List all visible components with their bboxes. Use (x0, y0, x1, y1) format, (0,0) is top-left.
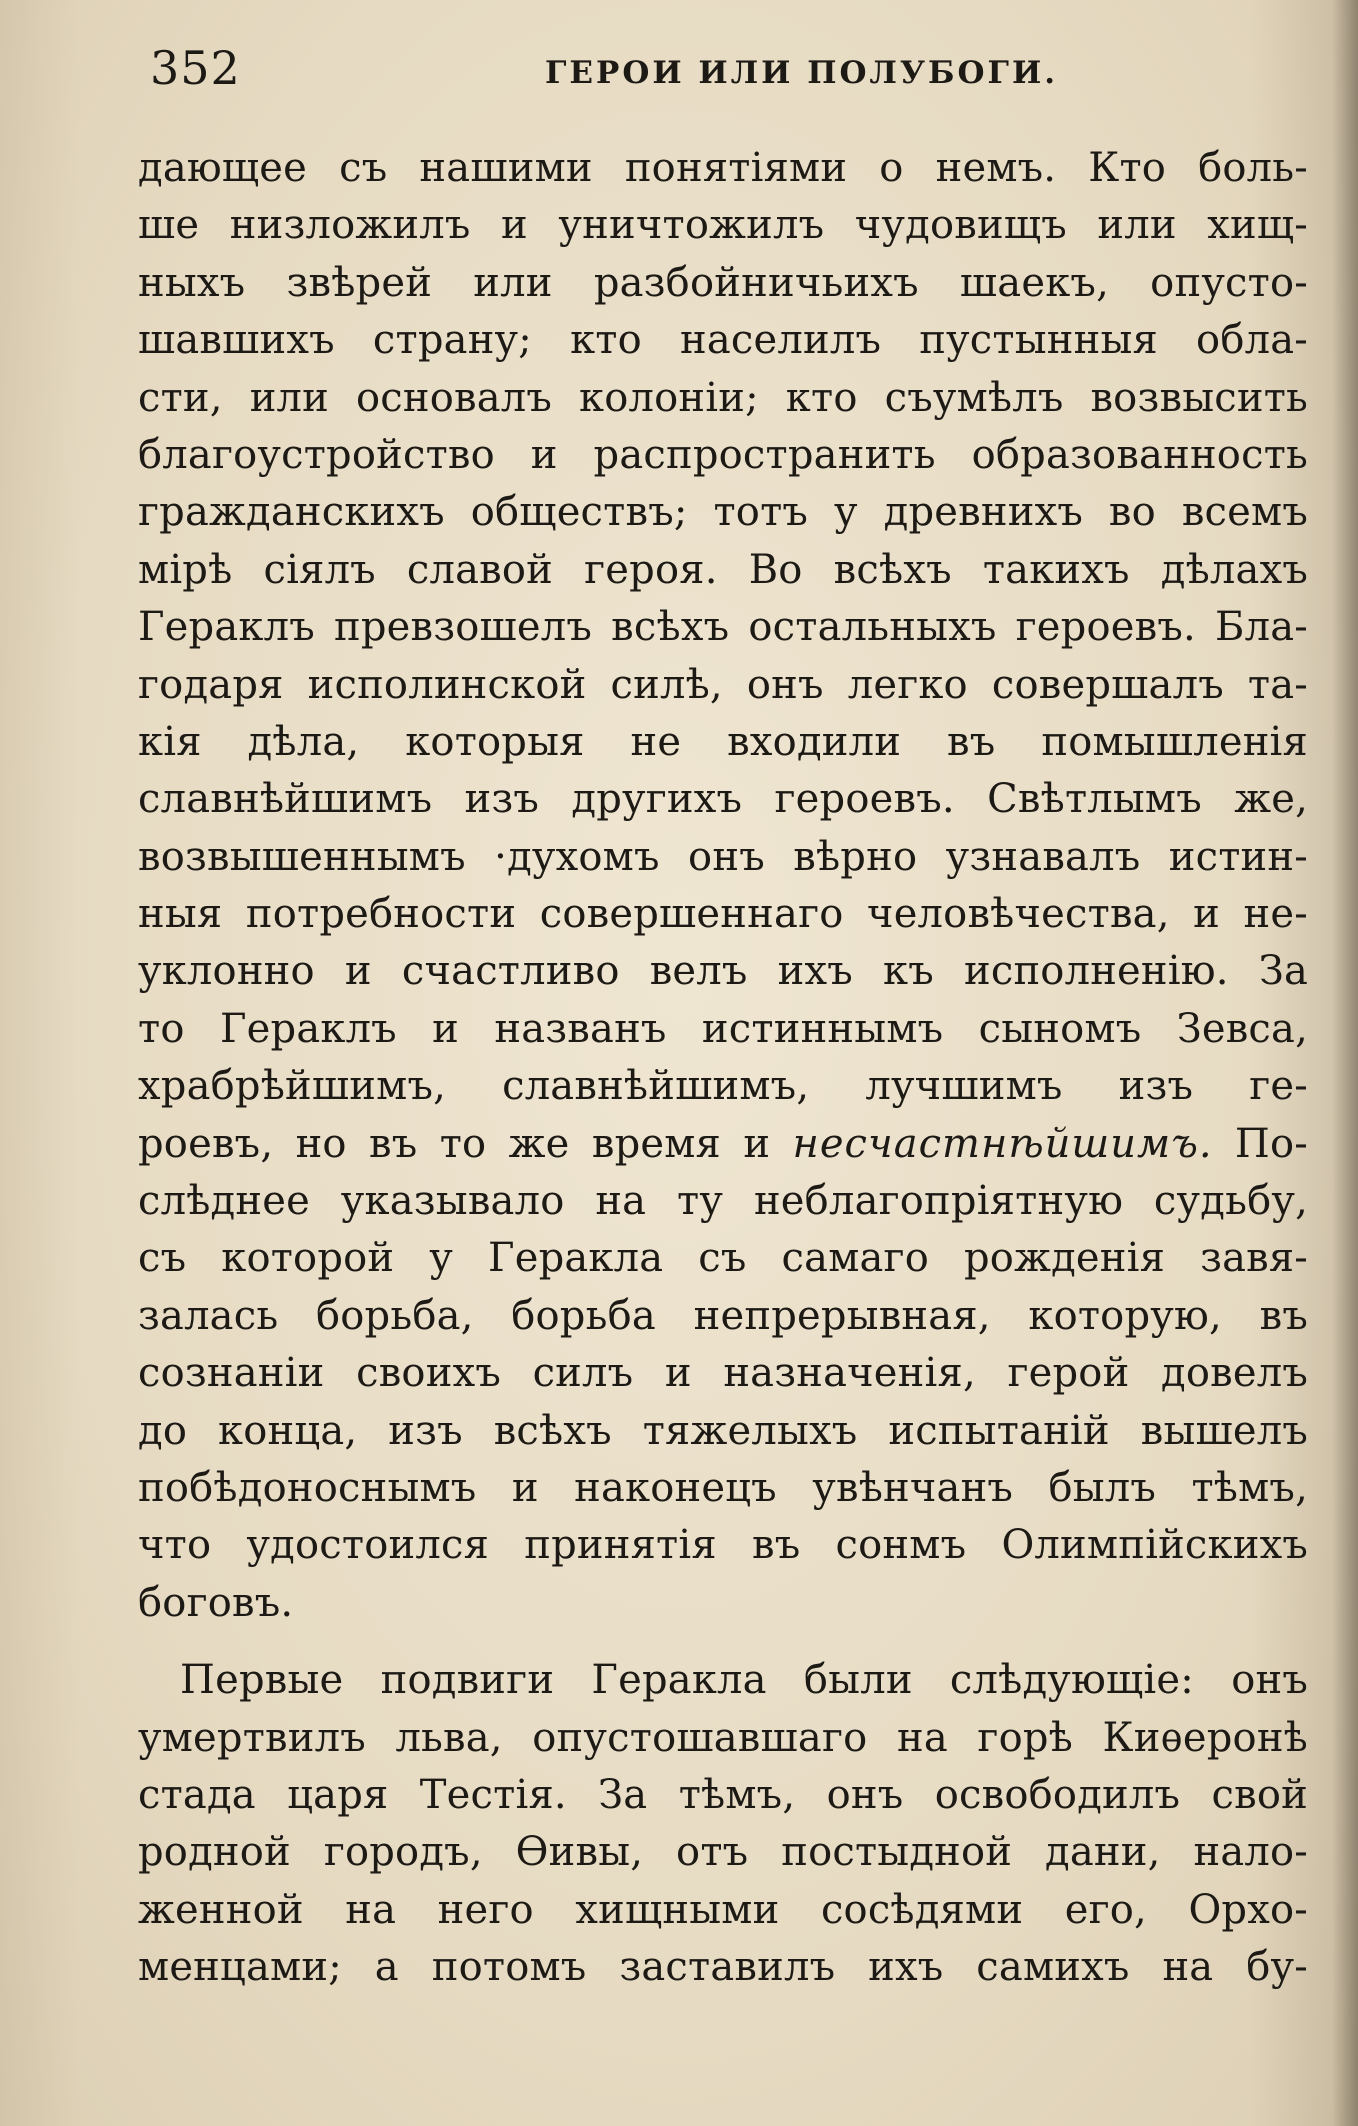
text-line: храбрѣйшимъ, славнѣйшимъ, лучшимъ изъ ге- (138, 1063, 1308, 1110)
text-line: кія дѣла, которыя не входили въ помышленія (138, 718, 1308, 765)
text-line: умертвилъ льва, опустошавшаго на горѣ Киѳеронѣ (138, 1714, 1308, 1761)
text-line: родной городъ, Ѳивы, отъ постыдной дани, нало- (138, 1829, 1308, 1876)
text-line: Гераклъ превзошелъ всѣхъ остальныхъ героевъ. Бла- (138, 604, 1308, 651)
running-head (150, 38, 1310, 98)
text-line: менцами; а потомъ заставилъ ихъ самихъ на бу- (138, 1944, 1308, 1991)
text-line: что удостоился принятія въ сонмъ Олимпійскихъ (138, 1522, 1308, 1569)
text-line: гражданскихъ обществъ; тотъ у древнихъ во всемъ (138, 489, 1308, 536)
text-line: боговъ. (138, 1579, 294, 1626)
text-segment: По- (1212, 1120, 1308, 1167)
emphasized-word: несчастнѣйшимъ. (792, 1120, 1213, 1167)
text-line: до конца, изъ всѣхъ тяжелыхъ испытаній вышелъ (138, 1407, 1308, 1454)
text-line: ныя потребности совершеннаго человѣчества, и не- (138, 891, 1308, 938)
text-line: залась борьба, борьба непрерывная, которую, въ (138, 1292, 1308, 1339)
text-line: годаря исполинской силѣ, онъ легко совершалъ та- (138, 661, 1308, 708)
text-line: ше низложилъ и уничтожилъ чудовищъ или хищ- (138, 202, 1308, 249)
paragraph-gap (138, 1632, 1308, 1652)
text-line: ныхъ звѣрей или разбойничьихъ шаекъ, опусто- (138, 259, 1308, 306)
text-line: сти, или основалъ колоніи; кто съумѣлъ возвысить (138, 374, 1308, 421)
text-line: возвышеннымъ ·духомъ онъ вѣрно узнавалъ истин- (138, 833, 1308, 880)
text-line: благоустройство и распространить образованность (138, 431, 1308, 478)
text-line: уклонно и счастливо велъ ихъ къ исполненію. За (138, 948, 1308, 995)
text-segment: роевъ, но въ то же время и (138, 1120, 793, 1167)
text-line: стада царя Тестія. За тѣмъ, онъ освободилъ свой (138, 1771, 1308, 1818)
text-line: дающее съ нашими понятіями о немъ. Кто боль- (138, 145, 1308, 191)
text-line: женной на него хищными сосѣдями его, Орхо- (138, 1886, 1308, 1933)
text-line-with-emphasis (138, 1116, 1308, 1173)
text-line: слѣднее указывало на ту неблагопріятную судьбу, (138, 1178, 1308, 1225)
text-line: мірѣ сіялъ славой героя. Во всѣхъ такихъ дѣлахъ (138, 546, 1308, 593)
body-text (138, 140, 1308, 1997)
running-title: ГЕРОИ ИЛИ ПОЛУБОГИ. (545, 55, 1059, 91)
text-line: славнѣйшимъ изъ другихъ героевъ. Свѣтлымъ же, (138, 776, 1308, 823)
text-line: съ которой у Геракла съ самаго рожденія завя- (138, 1235, 1308, 1282)
text-line: шавшихъ страну; кто населилъ пустынныя обла- (138, 317, 1308, 364)
text-line: побѣдоноснымъ и наконецъ увѣнчанъ былъ тѣмъ, (138, 1464, 1308, 1511)
text-line: сознаніи своихъ силъ и назначенія, герой довелъ (138, 1350, 1308, 1397)
text-line: Первые подвиги Геракла были слѣдующіе: онъ (180, 1657, 1308, 1704)
page-number: 352 (150, 41, 241, 95)
text-line: то Гераклъ и названъ истиннымъ сыномъ Зевса, (138, 1005, 1308, 1052)
page-edge-shadow (1332, 0, 1358, 2126)
